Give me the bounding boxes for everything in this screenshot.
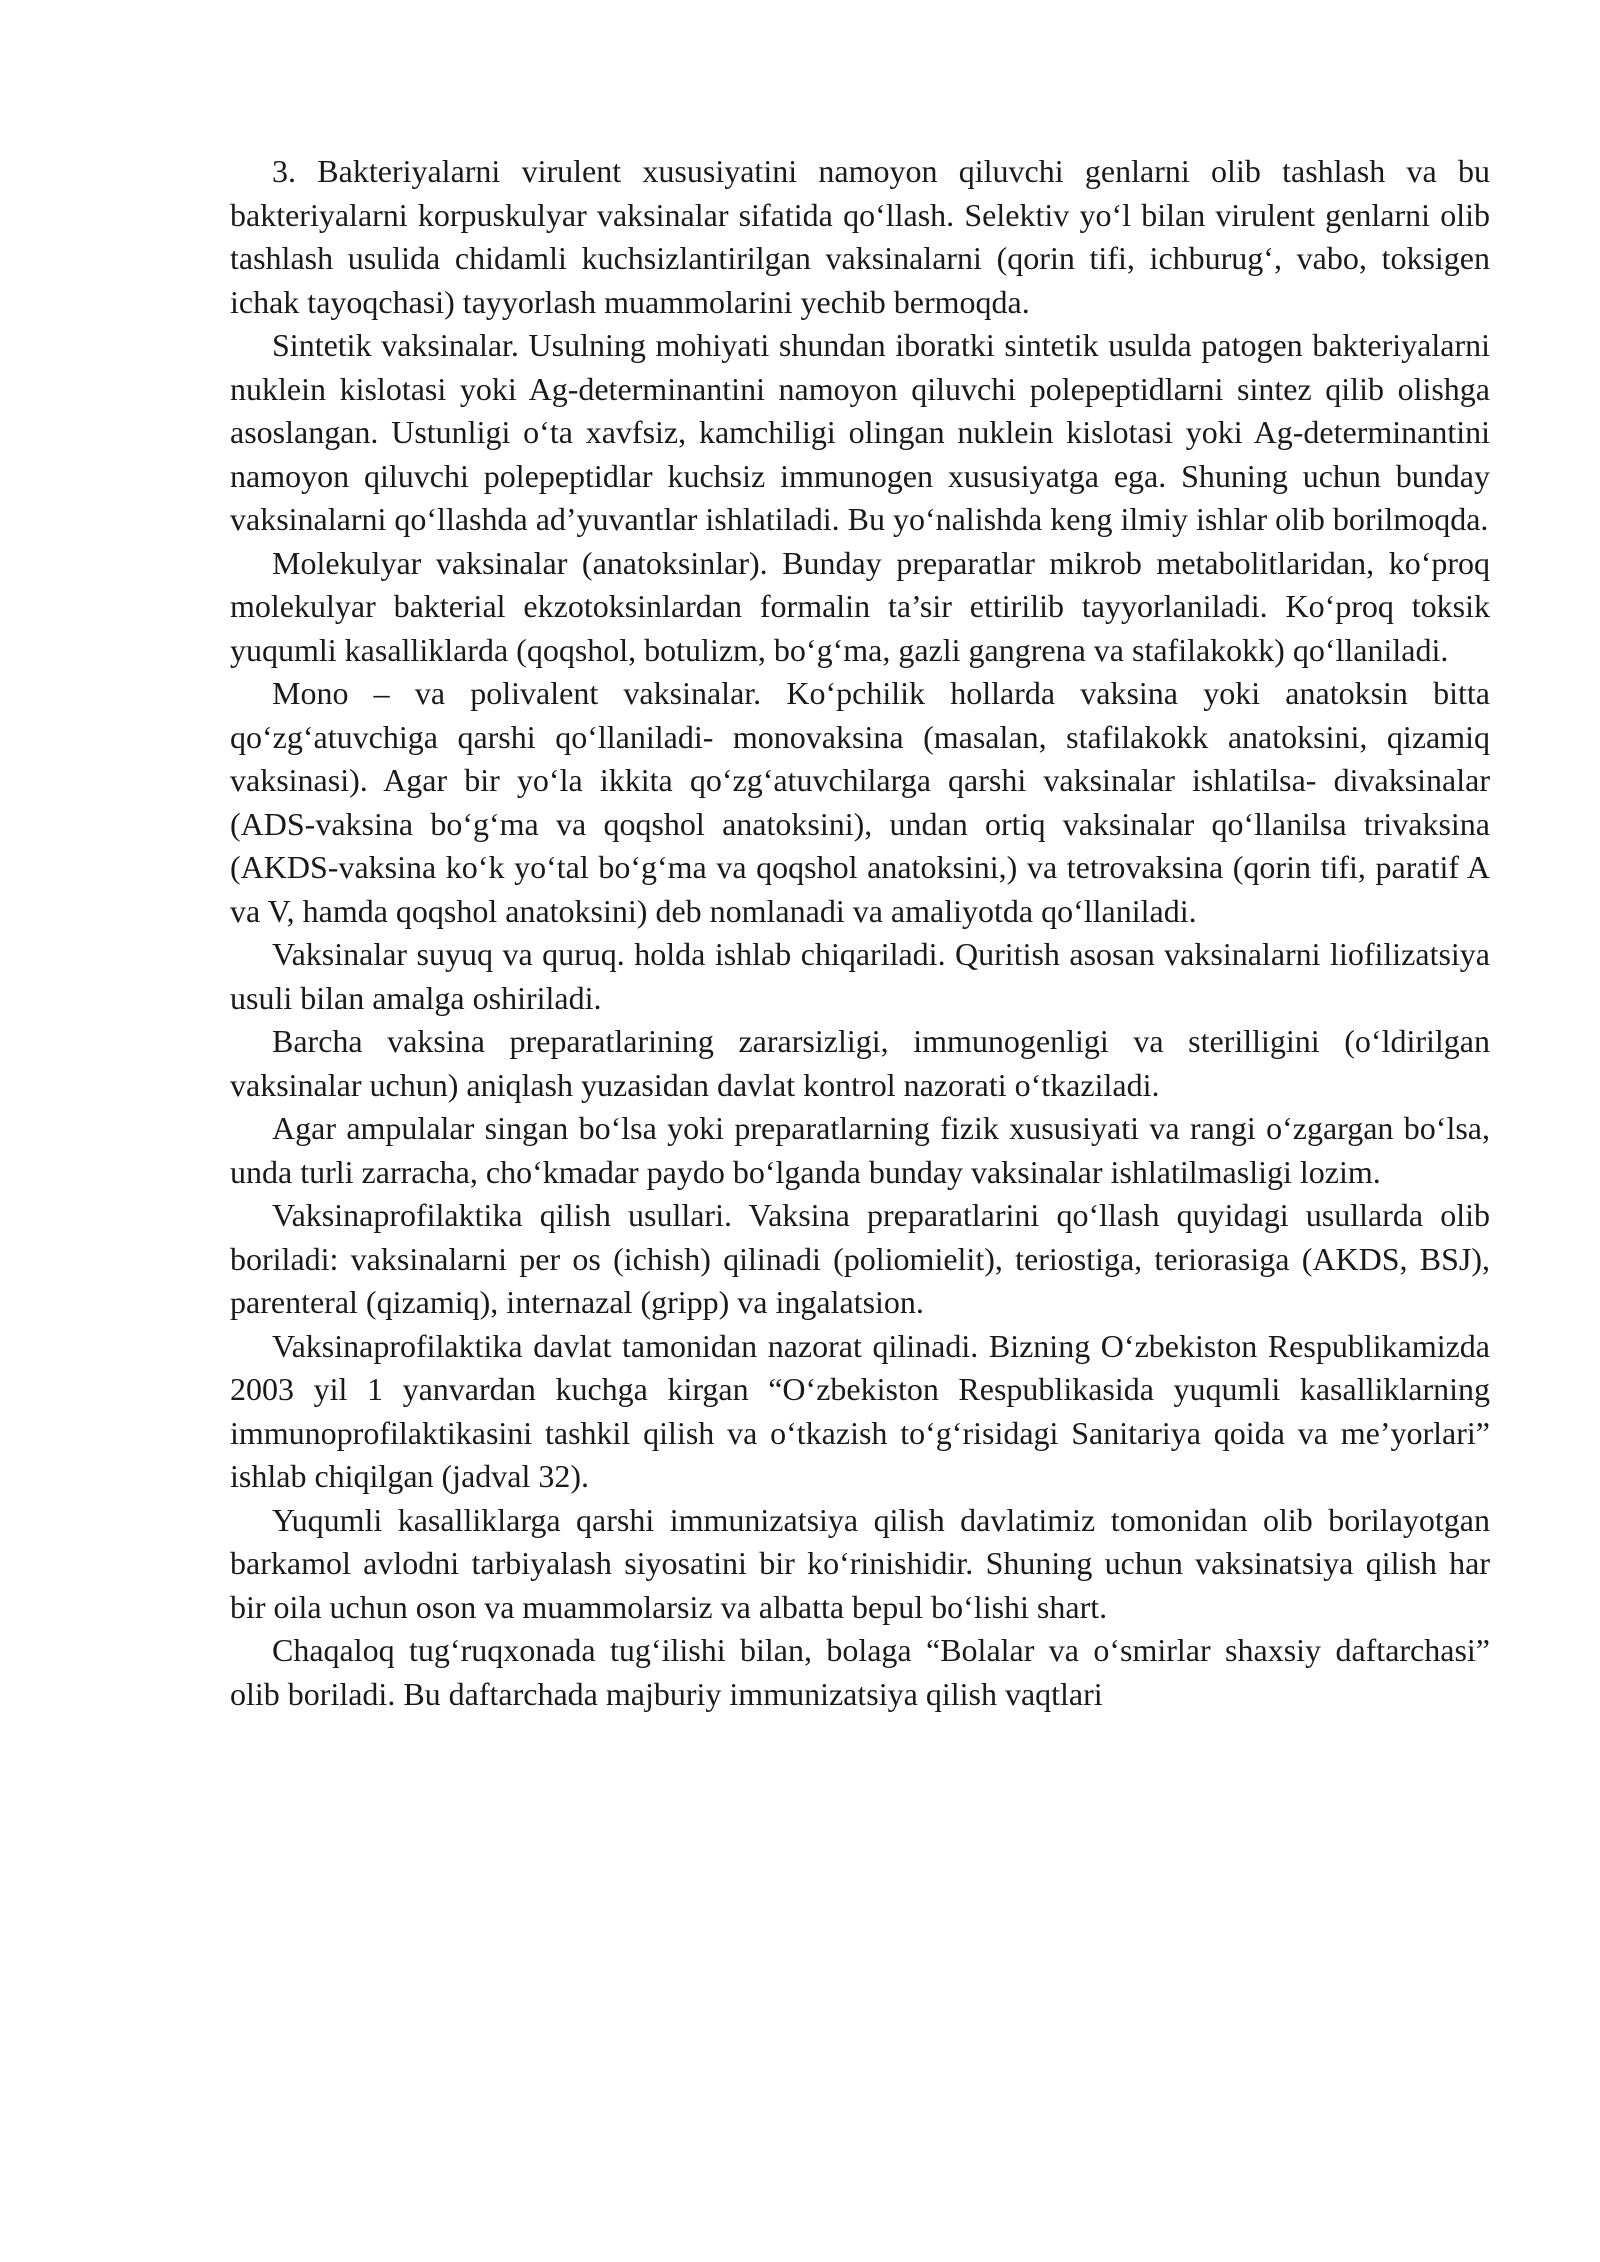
paragraph-methods: Vaksinaprofilaktika qilish usullari. Vaksina preparatlarini qo‘llash quyidagi usullarda olib boriladi: vaksinalarni per os (ichish) qilinadi (poliomielit), teriostiga, teriorasiga (AKDS, BSJ), parenteral (qizamiq), internazal (gripp) va ingalatsion. (230, 1197, 1490, 1320)
paragraph-ampoules: Agar ampulalar singan bo‘lsa yoki preparatlarning fizik xususiyati va rangi o‘zgargan bo‘lsa, unda turli zarracha, cho‘kmadar paydo bo‘lganda bunday vaksinalar ishlatilmasligi lozim. (230, 1110, 1490, 1190)
paragraph-state-control: Barcha vaksina preparatlarining zararsizligi, immunogenligi va sterilligini (o‘ldirilgan vaksinalar uchun) aniqlash yuzasidan davlat kontrol nazorati o‘tkaziladi. (230, 1023, 1490, 1103)
paragraph-immunization-policy: Yuqumli kasalliklarga qarshi immunizatsiya qilish davlatimiz tomonidan olib borilayotgan barkamol avlodni tarbiyalash siyosatini bir ko‘rinishidir. Shuning uchun vaksinatsiya qilish har bir oila uchun oson va muammolarsiz va albatta bepul bo‘lishi shart. (230, 1501, 1490, 1625)
paragraph-liquid-dry: Vaksinalar suyuq va quruq. holda ishlab chiqariladi. Quritish asosan vaksinalarni liofilizatsiya usuli bilan amalga oshiriladi. (230, 936, 1490, 1016)
document-page (230, 150, 1490, 1716)
paragraph-newborn-record: Chaqaloq tug‘ruqxonada tug‘ilishi bilan, bolaga “Bolalar va o‘smirlar shaxsiy daftarchasi” olib boriladi. Bu daftarchada majburiy immunizatsiya qilish vaqtlari (230, 1632, 1490, 1712)
paragraph-synthetic-vaccines: Sintetik vaksinalar. Usulning mohiyati shundan iboratki sintetik usulda patogen bakteriyalarni nuklein kislotasi yoki Ag-determinantini namoyon qiluvchi polepeptidlarni sintez qilib olishga asoslangan. Ustunligi o‘ta xavfsiz, kamchiligi olingan nuklein kislotasi yoki Ag-determinantini namoyon qiluvchi polepeptidlar kuchsiz immunogen xususiyatga ega. Shuning uchun bunday vaksinalarni qo‘llashda ad’yuvantlar ishlatiladi. Bu yo‘nalishda keng ilmiy ishlar olib borilmoqda. (230, 327, 1490, 537)
paragraph-state-supervision: Vaksinaprofilaktika davlat tamonidan nazorat qilinadi. Bizning O‘zbekiston Respublikamizda 2003 yil 1 yanvardan kuchga kirgan “O‘zbekiston Respublikasida yuqumli kasalliklarning immunoprofilaktikasini tashkil qilish va o‘tkazish to‘g‘risidagi Sanitariya qoida va me’yorlari” ishlab chiqilgan (jadval 32). (230, 1327, 1490, 1494)
paragraph-bacteria-genes: 3. Bakteriyalarni virulent xususiyatini namoyon qiluvchi genlarni olib tashlash va bu bakteriyalarni korpuskulyar vaksinalar sifatida qo‘llash. Selektiv yo‘l bilan virulent genlarni olib tashlash usulida chidamli kuchsizlantirilgan vaksinalarni (qorin tifi, ichburug‘, vabo, toksigen ichak tayoqchasi) tayyorlash muammolarini yechib bermoqda. (230, 153, 1490, 320)
paragraph-mono-polyvalent: Mono – va polivalent vaksinalar. Ko‘pchilik hollarda vaksina yoki anatoksin bitta qo‘zg‘atuvchiga qarshi qo‘llaniladi- monovaksina (masalan, stafilakokk anatoksini, qizamiq vaksinasi). Agar bir yo‘la ikkita qo‘zg‘atuvchilarga qarshi vaksinalar ishlatilsa- divaksinalar (ADS-vaksina bo‘g‘ma va qoqshol anatoksini), undan ortiq vaksinalar qo‘llanilsa trivaksina (AKDS-vaksina ko‘k yo‘tal bo‘g‘ma va qoqshol anatoksini,) va tetrovaksina (qorin tifi, paratif A va V, hamda qoqshol anatoksini) deb nomlanadi va amaliyotda qo‘llaniladi. (230, 675, 1490, 929)
paragraph-molecular-vaccines: Molekulyar vaksinalar (anatoksinlar). Bunday preparatlar mikrob metabolitlaridan, ko‘proq molekulyar bakterial ekzotoksinlardan formalin ta’sir ettirilib tayyorlaniladi. Ko‘proq toksik yuqumli kasalliklarda (qoqshol, botulizm, bo‘g‘ma, gazli gangrena va stafilakokk) qo‘llaniladi. (230, 544, 1490, 668)
